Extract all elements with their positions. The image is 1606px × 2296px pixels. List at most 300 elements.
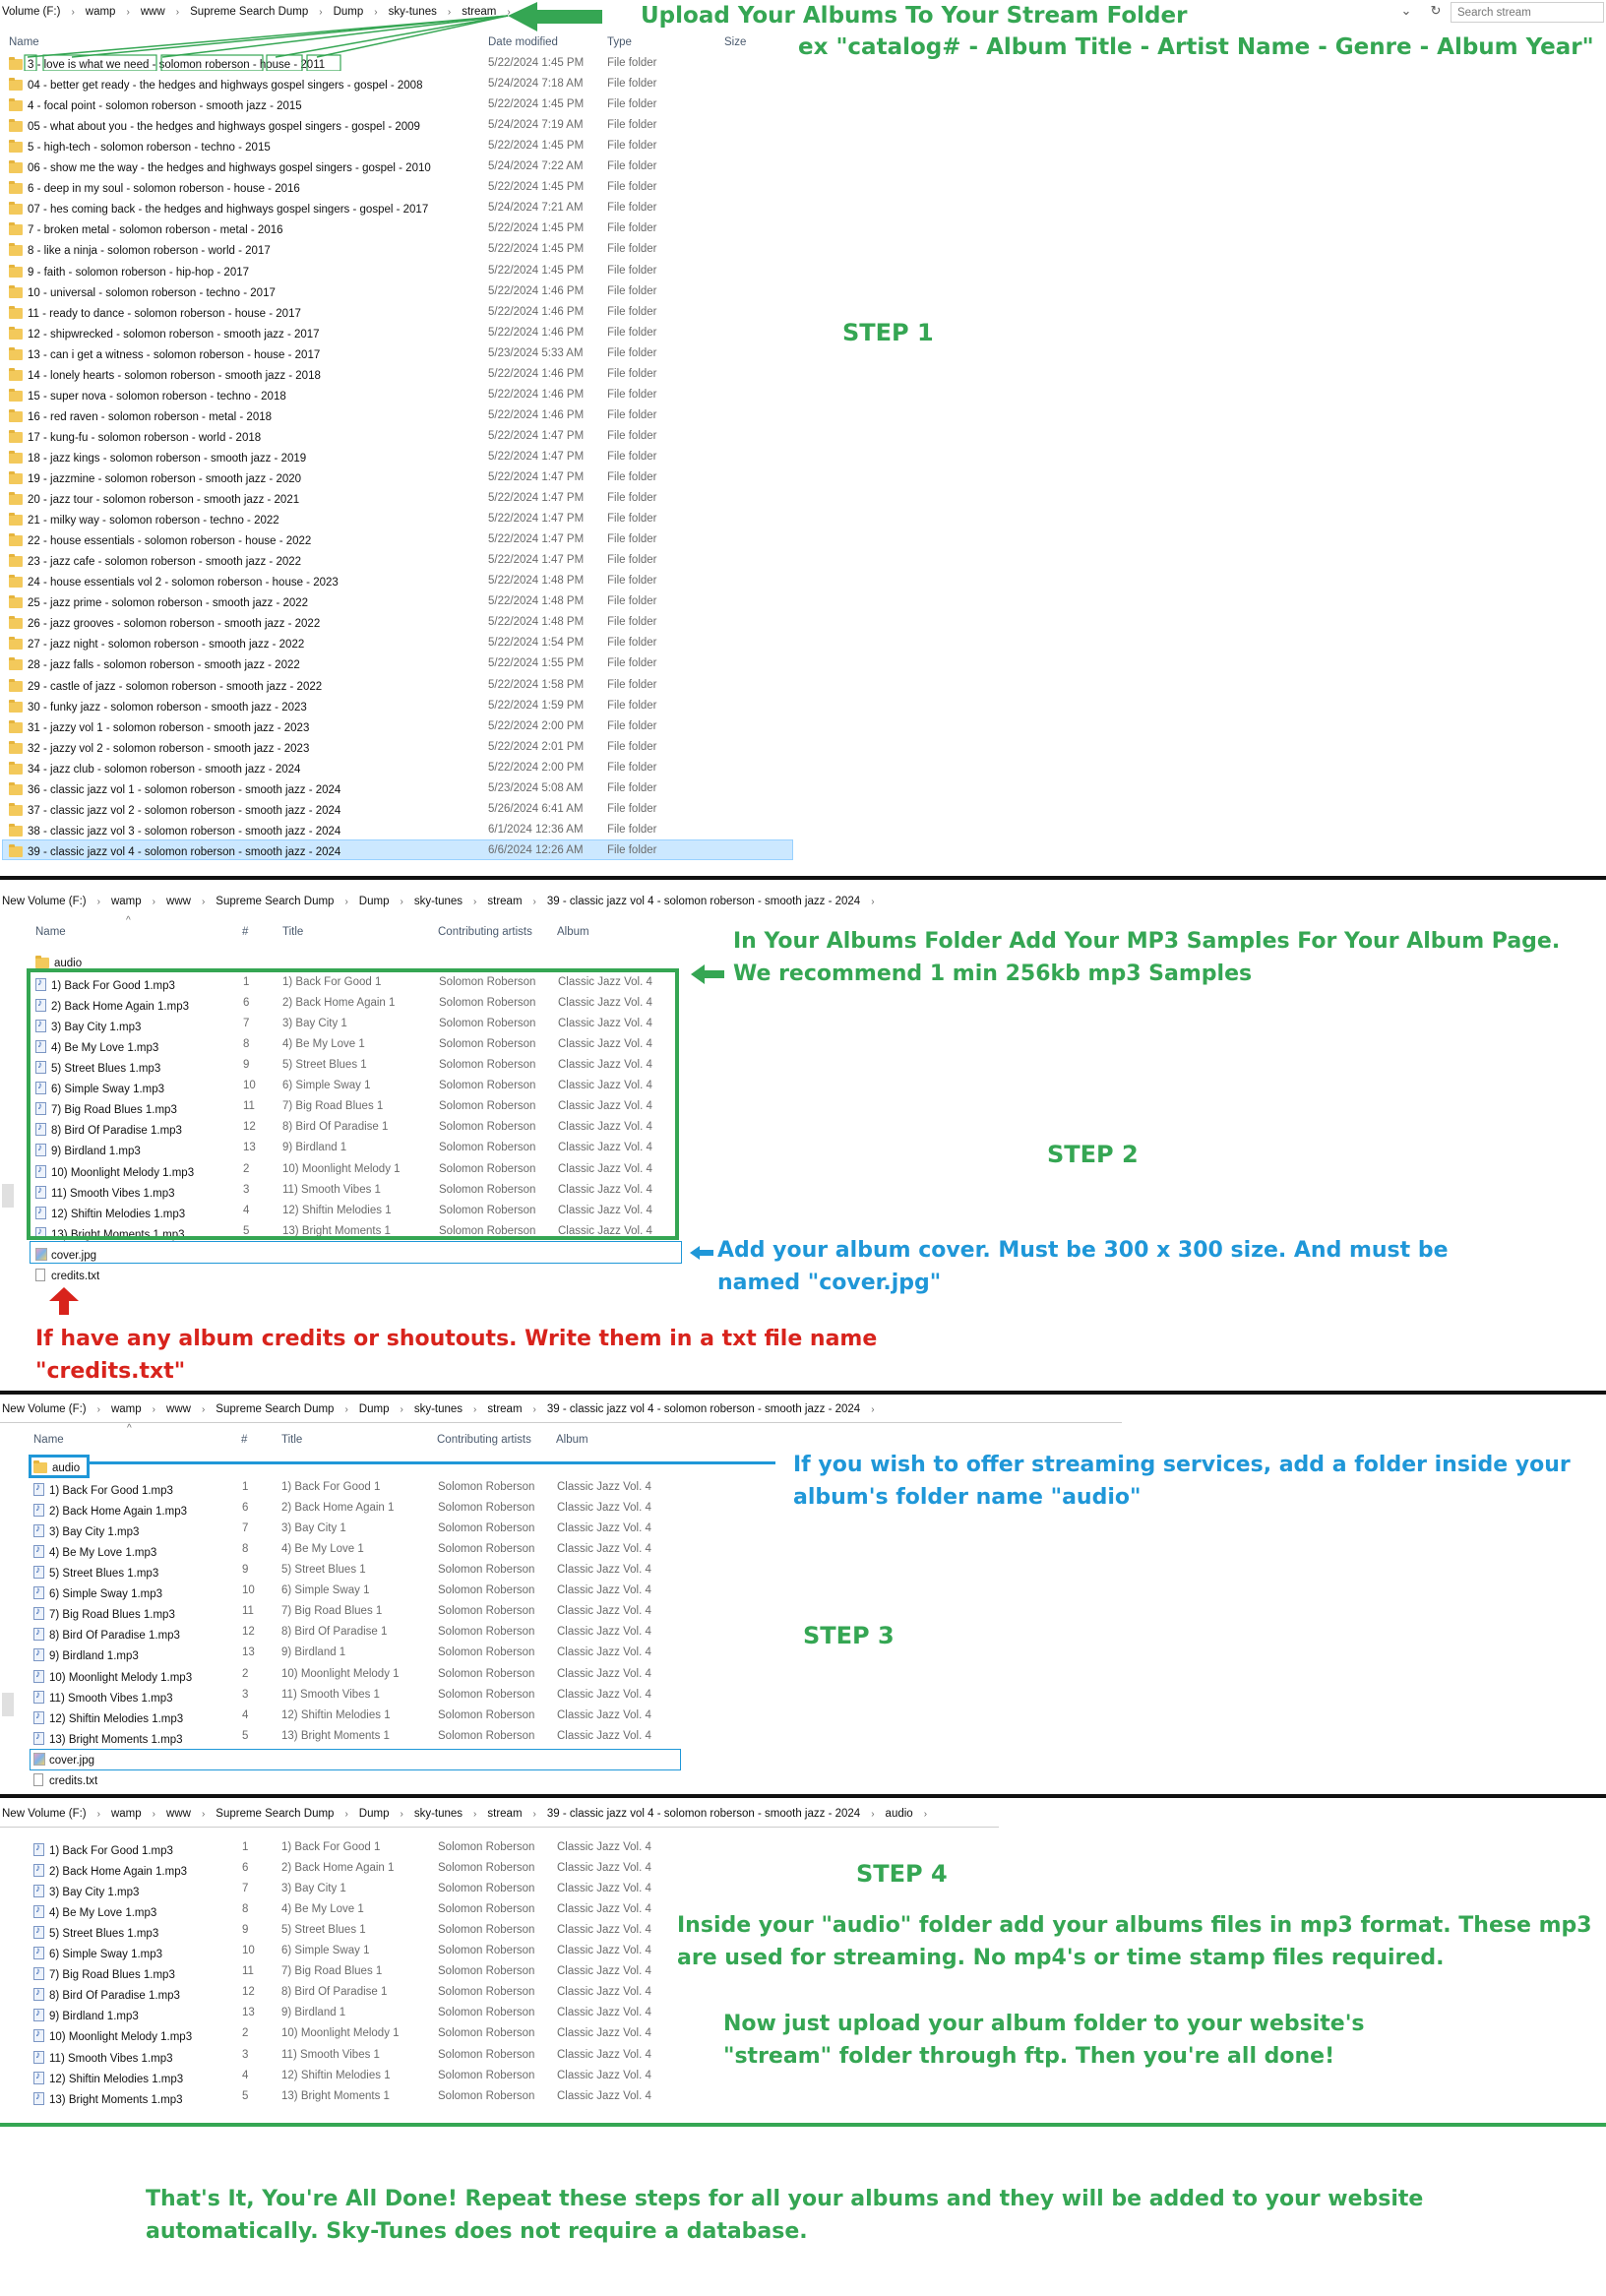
column-header-type[interactable]: Type bbox=[607, 36, 632, 48]
track-artist: Solomon Roberson bbox=[438, 2069, 535, 2081]
folder-icon bbox=[9, 722, 23, 733]
track-number: 11 bbox=[242, 1965, 254, 1978]
audio-file-icon bbox=[33, 1732, 44, 1745]
track-title: 9) Birdland 1 bbox=[281, 1646, 346, 1659]
track-row[interactable] bbox=[0, 1520, 689, 1540]
track-title: 4) Be My Love 1 bbox=[281, 1543, 364, 1556]
track-row[interactable] bbox=[0, 1706, 689, 1727]
callout-connector-line bbox=[90, 1461, 775, 1464]
column-header-date[interactable]: Date modified bbox=[488, 36, 558, 48]
audio-file-icon bbox=[33, 2092, 44, 2105]
file-type: File folder bbox=[607, 802, 657, 815]
file-name bbox=[33, 1924, 240, 1940]
track-title: 2) Back Home Again 1 bbox=[282, 997, 396, 1010]
audio-file-icon bbox=[33, 2051, 44, 2064]
track-artist: Solomon Roberson bbox=[439, 997, 536, 1010]
step2-label: STEP 2 bbox=[1047, 1141, 1139, 1168]
track-title: 10) Moonlight Melody 1 bbox=[282, 1162, 401, 1175]
callout-naming-example: ex "catalog# - Album Title - Artist Name - Genre - Album Year" bbox=[798, 34, 1594, 60]
folder-row[interactable] bbox=[0, 634, 797, 654]
breadcrumb-item[interactable]: sky-tunes bbox=[413, 896, 463, 907]
file-name-text: 8) Bird Of Paradise 1.mp3 bbox=[49, 1630, 180, 1643]
arrow-up-icon bbox=[47, 1287, 81, 1317]
date-modified: 5/22/2024 1:47 PM bbox=[488, 429, 585, 442]
folder-name bbox=[9, 637, 481, 651]
file-type: File folder bbox=[607, 450, 657, 463]
chevron-right-icon: › bbox=[344, 896, 348, 907]
folder-row[interactable] bbox=[0, 800, 797, 821]
track-title: 11) Smooth Vibes 1 bbox=[282, 1183, 381, 1196]
track-number: 12 bbox=[243, 1121, 256, 1134]
folder-row[interactable] bbox=[0, 738, 797, 759]
track-row[interactable] bbox=[0, 1582, 689, 1602]
folder-name-text: 19 - jazzmine - solomon roberson - smooth jazz - 2020 bbox=[28, 473, 302, 485]
breadcrumb-item[interactable]: www bbox=[166, 896, 191, 907]
audio-file-icon bbox=[33, 1885, 44, 1897]
date-modified: 5/22/2024 2:01 PM bbox=[488, 740, 585, 753]
breadcrumb-item[interactable]: Volume (F:) bbox=[2, 6, 61, 18]
folder-row[interactable] bbox=[0, 572, 797, 592]
column-header-number[interactable]: # bbox=[241, 1434, 248, 1446]
track-title: 5) Street Blues 1 bbox=[281, 1924, 366, 1937]
date-modified: 5/22/2024 2:00 PM bbox=[488, 719, 585, 732]
folder-row[interactable] bbox=[0, 592, 797, 613]
file-name-text: 3) Bay City 1.mp3 bbox=[49, 1526, 140, 1539]
date-modified: 5/22/2024 1:46 PM bbox=[488, 326, 585, 339]
folder-row[interactable] bbox=[0, 530, 797, 551]
track-row[interactable] bbox=[0, 1921, 689, 1942]
folder-name bbox=[9, 741, 481, 755]
track-row[interactable] bbox=[0, 1499, 689, 1520]
date-modified: 5/22/2024 1:46 PM bbox=[488, 305, 585, 318]
folder-name bbox=[9, 389, 481, 403]
folder-row[interactable] bbox=[0, 613, 797, 634]
track-row[interactable] bbox=[0, 1686, 689, 1706]
track-album: Classic Jazz Vol. 4 bbox=[558, 1183, 652, 1196]
track-number: 4 bbox=[242, 2069, 249, 2081]
refresh-icon[interactable]: ↻ bbox=[1430, 3, 1442, 18]
section-divider bbox=[0, 2123, 1606, 2127]
breadcrumb-item[interactable]: Supreme Search Dump bbox=[190, 6, 309, 18]
track-row[interactable] bbox=[0, 1665, 689, 1686]
file-name-text: cover.jpg bbox=[51, 1249, 97, 1262]
folder-name-text: 26 - jazz grooves - solomon roberson - smooth jazz - 2022 bbox=[28, 618, 321, 631]
folder-icon bbox=[9, 743, 23, 754]
column-header-artists[interactable]: Contributing artists bbox=[437, 1434, 531, 1446]
arrow-left-icon bbox=[689, 964, 728, 994]
track-number: 7 bbox=[243, 1018, 250, 1030]
file-type: File folder bbox=[607, 222, 657, 235]
track-album: Classic Jazz Vol. 4 bbox=[558, 1162, 652, 1175]
track-title: 4) Be My Love 1 bbox=[281, 1903, 364, 1916]
track-number: 11 bbox=[243, 1100, 255, 1113]
column-header-artists[interactable]: Contributing artists bbox=[438, 926, 532, 938]
file-name-text: 13) Bright Moments 1.mp3 bbox=[49, 2093, 183, 2106]
track-artist: Solomon Roberson bbox=[438, 2027, 535, 2040]
folder-row[interactable] bbox=[0, 219, 797, 240]
track-number: 4 bbox=[242, 1708, 249, 1721]
file-type: File folder bbox=[607, 471, 657, 483]
audio-file-icon bbox=[33, 1566, 44, 1579]
date-modified: 5/22/2024 1:46 PM bbox=[488, 408, 585, 421]
address-breadcrumb[interactable] bbox=[0, 1803, 999, 1825]
folder-name bbox=[9, 98, 481, 112]
date-modified: 5/22/2024 1:45 PM bbox=[488, 222, 585, 235]
folder-name-text: 34 - jazz club - solomon roberson - smooth jazz - 2024 bbox=[28, 763, 301, 776]
track-album: Classic Jazz Vol. 4 bbox=[557, 1883, 651, 1895]
date-modified: 5/22/2024 1:47 PM bbox=[488, 450, 585, 463]
breadcrumb-item[interactable]: sky-tunes bbox=[413, 1403, 463, 1415]
track-row[interactable] bbox=[0, 1859, 689, 1880]
date-modified: 5/24/2024 7:22 AM bbox=[488, 160, 584, 173]
folder-row[interactable] bbox=[0, 489, 797, 510]
file-name bbox=[35, 1267, 242, 1282]
track-title: 9) Birdland 1 bbox=[281, 2007, 346, 2019]
breadcrumb-item[interactable]: stream bbox=[462, 6, 497, 18]
folder-icon bbox=[9, 142, 23, 153]
track-row[interactable] bbox=[0, 2004, 689, 2024]
track-row[interactable] bbox=[0, 2046, 689, 2067]
track-album: Classic Jazz Vol. 4 bbox=[558, 976, 652, 989]
folder-icon bbox=[9, 80, 23, 91]
track-row[interactable] bbox=[0, 1623, 689, 1644]
track-row[interactable] bbox=[0, 1727, 689, 1748]
folder-row[interactable] bbox=[0, 654, 797, 675]
track-row[interactable] bbox=[0, 1983, 689, 2004]
track-title: 8) Bird Of Paradise 1 bbox=[281, 1626, 388, 1639]
folder-name-text: 15 - super nova - solomon roberson - techno - 2018 bbox=[28, 390, 286, 403]
folder-name bbox=[9, 222, 481, 236]
track-row[interactable] bbox=[0, 1962, 689, 1983]
file-type: File folder bbox=[607, 781, 657, 794]
folder-row[interactable] bbox=[0, 510, 797, 530]
address-breadcrumb[interactable] bbox=[0, 891, 1004, 912]
file-name bbox=[33, 1605, 240, 1621]
track-title: 2) Back Home Again 1 bbox=[281, 1502, 395, 1515]
folder-name-text: 8 - like a ninja - solomon roberson - world - 2017 bbox=[28, 245, 271, 258]
folder-row[interactable] bbox=[0, 95, 797, 116]
breadcrumb-item[interactable]: stream bbox=[487, 1808, 523, 1820]
track-artist: Solomon Roberson bbox=[438, 1584, 535, 1597]
track-number: 8 bbox=[242, 1903, 249, 1916]
audio-file-icon bbox=[33, 1926, 44, 1939]
folder-name bbox=[9, 616, 481, 630]
file-type: File folder bbox=[607, 429, 657, 442]
breadcrumb-item[interactable]: New Volume (F:) bbox=[2, 1808, 87, 1820]
track-album: Classic Jazz Vol. 4 bbox=[557, 1965, 651, 1978]
track-title: 7) Big Road Blues 1 bbox=[282, 1100, 384, 1113]
breadcrumb-item[interactable]: wamp bbox=[110, 896, 142, 907]
folder-row[interactable] bbox=[0, 116, 797, 137]
folder-row[interactable] bbox=[0, 262, 797, 282]
file-name bbox=[33, 1564, 240, 1580]
chevron-right-icon: › bbox=[201, 896, 206, 907]
cover-highlight bbox=[30, 1749, 681, 1770]
file-name-text: 10) Moonlight Melody 1.mp3 bbox=[49, 2031, 193, 2044]
file-type: File folder bbox=[607, 57, 657, 69]
step4-label: STEP 4 bbox=[856, 1860, 948, 1888]
track-row[interactable] bbox=[0, 1644, 689, 1664]
credits-file-row[interactable] bbox=[0, 1264, 689, 1284]
folder-name bbox=[9, 657, 481, 671]
folder-icon bbox=[9, 784, 23, 795]
column-header-size[interactable]: Size bbox=[724, 36, 747, 48]
date-modified: 5/22/2024 1:47 PM bbox=[488, 554, 585, 567]
track-number: 6 bbox=[242, 1862, 249, 1875]
audio-file-icon bbox=[33, 1843, 44, 1856]
file-type: File folder bbox=[607, 678, 657, 691]
folder-name-text: 06 - show me the way - the hedges and highways gospel singers - gospel - 2010 bbox=[28, 162, 431, 175]
file-type: File folder bbox=[607, 140, 657, 153]
folder-row[interactable] bbox=[0, 551, 797, 572]
file-name bbox=[33, 1481, 240, 1497]
breadcrumb-item[interactable]: stream bbox=[487, 1403, 523, 1415]
track-title: 12) Shiftin Melodies 1 bbox=[282, 1204, 392, 1216]
text-file-icon bbox=[35, 1269, 45, 1281]
folder-row[interactable] bbox=[0, 199, 797, 219]
folder-icon bbox=[9, 121, 23, 132]
track-title: 13) Bright Moments 1 bbox=[281, 2089, 390, 2102]
folder-name-text: 25 - jazz prime - solomon roberson - smooth jazz - 2022 bbox=[28, 597, 309, 610]
file-type: File folder bbox=[607, 264, 657, 277]
folder-name-text: 22 - house essentials - solomon roberson - house - 2022 bbox=[28, 535, 312, 548]
chevron-down-icon[interactable]: ⌄ bbox=[1400, 3, 1412, 18]
folder-row[interactable] bbox=[0, 779, 797, 800]
file-name-text: 1) Back For Good 1.mp3 bbox=[51, 980, 175, 993]
folder-row[interactable] bbox=[0, 386, 797, 406]
folder-row[interactable] bbox=[0, 137, 797, 157]
column-header-number[interactable]: # bbox=[242, 926, 249, 938]
track-album: Classic Jazz Vol. 4 bbox=[557, 1646, 651, 1659]
file-name bbox=[33, 2090, 240, 2106]
folder-row[interactable] bbox=[0, 697, 797, 717]
folder-row[interactable] bbox=[0, 717, 797, 738]
column-header-name[interactable]: Name bbox=[35, 926, 66, 938]
breadcrumb-item[interactable]: wamp bbox=[110, 1808, 142, 1820]
address-breadcrumb[interactable] bbox=[0, 1398, 1122, 1420]
callout-audio-files: Inside your "audio" folder add your albums files in mp3 format. These mp3 are used for streaming. No mp4's or time stamp files required. bbox=[677, 1913, 1592, 1970]
track-row[interactable] bbox=[0, 1900, 689, 1921]
folder-row[interactable] bbox=[0, 448, 797, 468]
track-album: Classic Jazz Vol. 4 bbox=[557, 1688, 651, 1701]
track-artist: Solomon Roberson bbox=[439, 976, 536, 989]
column-header-name[interactable]: Name bbox=[33, 1434, 64, 1446]
track-row[interactable] bbox=[0, 1880, 689, 1900]
breadcrumb-item[interactable]: Dump bbox=[358, 1403, 390, 1415]
folder-icon bbox=[9, 453, 23, 464]
breadcrumb-item[interactable]: audio bbox=[885, 1808, 913, 1820]
breadcrumb-item[interactable]: www bbox=[166, 1403, 191, 1415]
file-name-text: 5) Street Blues 1.mp3 bbox=[49, 1568, 159, 1581]
track-title: 8) Bird Of Paradise 1 bbox=[281, 1986, 388, 1999]
file-name-text: 11) Smooth Vibes 1.mp3 bbox=[51, 1187, 175, 1200]
folder-row[interactable] bbox=[0, 178, 797, 199]
track-row[interactable] bbox=[0, 2067, 689, 2087]
breadcrumb-item[interactable]: 39 - classic jazz vol 4 - solomon roberson - smooth jazz - 2024 bbox=[546, 1403, 861, 1415]
file-name bbox=[33, 1646, 240, 1662]
folder-name-text: 17 - kung-fu - solomon roberson - world - 2018 bbox=[28, 431, 262, 444]
breadcrumb-item[interactable]: 39 - classic jazz vol 4 - solomon roberson - smooth jazz - 2024 bbox=[546, 896, 861, 907]
track-title: 13) Bright Moments 1 bbox=[281, 1729, 390, 1742]
folder-name-text: 31 - jazzy vol 1 - solomon roberson - smooth jazz - 2023 bbox=[28, 721, 310, 734]
track-row[interactable] bbox=[0, 2087, 689, 2108]
track-row[interactable] bbox=[0, 2024, 689, 2045]
file-type: File folder bbox=[607, 326, 657, 339]
breadcrumb-item[interactable]: Dump bbox=[358, 896, 390, 907]
credits-file-row[interactable] bbox=[0, 1769, 689, 1789]
breadcrumb-item[interactable]: www bbox=[166, 1808, 191, 1820]
track-artist: Solomon Roberson bbox=[438, 1626, 535, 1639]
breadcrumb-item[interactable]: Dump bbox=[358, 1808, 390, 1820]
file-type: File folder bbox=[607, 761, 657, 774]
audio-file-icon bbox=[33, 1947, 44, 1959]
breadcrumb-item[interactable]: 39 - classic jazz vol 4 - solomon roberson - smooth jazz - 2024 bbox=[546, 1808, 861, 1820]
breadcrumb-item[interactable]: stream bbox=[487, 896, 523, 907]
folder-name-text: 38 - classic jazz vol 3 - solomon roberson - smooth jazz - 2024 bbox=[28, 825, 341, 838]
audio-file-icon bbox=[33, 1905, 44, 1918]
track-number: 2 bbox=[243, 1162, 250, 1175]
track-number: 1 bbox=[242, 1841, 249, 1853]
track-album: Classic Jazz Vol. 4 bbox=[557, 1502, 651, 1515]
file-name-text: 2) Back Home Again 1.mp3 bbox=[49, 1506, 187, 1519]
date-modified: 5/22/2024 1:48 PM bbox=[488, 616, 585, 629]
breadcrumb-item[interactable]: Dump bbox=[333, 6, 364, 18]
folder-icon bbox=[9, 846, 23, 857]
breadcrumb-item[interactable]: www bbox=[140, 6, 165, 18]
folder-row[interactable] bbox=[0, 324, 797, 344]
file-name-text: 12) Shiftin Melodies 1.mp3 bbox=[51, 1208, 186, 1220]
date-modified: 5/22/2024 1:59 PM bbox=[488, 699, 585, 712]
track-row[interactable] bbox=[0, 1602, 689, 1623]
breadcrumb-item[interactable]: sky-tunes bbox=[388, 6, 437, 18]
file-name-text: 6) Simple Sway 1.mp3 bbox=[49, 1949, 163, 1961]
file-name-text: 3) Bay City 1.mp3 bbox=[49, 1887, 140, 1899]
file-name-text: 13) Bright Moments 1.mp3 bbox=[51, 1228, 185, 1241]
folder-name bbox=[9, 782, 481, 796]
folder-icon bbox=[9, 224, 23, 235]
folder-row[interactable] bbox=[0, 841, 797, 862]
track-album: Classic Jazz Vol. 4 bbox=[558, 1204, 652, 1216]
file-name bbox=[33, 1626, 240, 1642]
audio-file-icon bbox=[33, 1586, 44, 1599]
date-modified: 5/23/2024 5:33 AM bbox=[488, 346, 584, 359]
track-row[interactable] bbox=[0, 1838, 689, 1859]
file-type: File folder bbox=[607, 346, 657, 359]
track-album: Classic Jazz Vol. 4 bbox=[558, 1038, 652, 1051]
folder-row[interactable] bbox=[0, 303, 797, 324]
track-album: Classic Jazz Vol. 4 bbox=[557, 2069, 651, 2081]
chevron-right-icon: › bbox=[532, 1403, 536, 1415]
track-row[interactable] bbox=[0, 1561, 689, 1582]
track-number: 7 bbox=[242, 1883, 249, 1895]
track-artist: Solomon Roberson bbox=[438, 1605, 535, 1618]
track-number: 8 bbox=[243, 1038, 250, 1051]
folder-name-text: 04 - better get ready - the hedges and highways gospel singers - gospel - 2008 bbox=[28, 80, 423, 93]
folder-name-text: 9 - faith - solomon roberson - hip-hop - 2017 bbox=[28, 266, 250, 279]
file-name-text: 11) Smooth Vibes 1.mp3 bbox=[49, 2052, 173, 2065]
folder-row[interactable] bbox=[0, 75, 797, 95]
folder-name bbox=[9, 471, 481, 485]
callout-upload-title: Upload Your Albums To Your Stream Folder bbox=[641, 3, 1188, 29]
column-header-name[interactable]: Name bbox=[9, 36, 39, 48]
track-row[interactable] bbox=[0, 1478, 689, 1499]
folder-icon bbox=[9, 597, 23, 608]
section-divider bbox=[0, 876, 1606, 880]
folder-name-text: 3 - love is what we need - solomon roberson - house - 2011 bbox=[28, 59, 326, 71]
folder-name bbox=[9, 140, 481, 154]
callout-upload-ftp: Now just upload your album folder to your website's "stream" folder through ftp. Then you're all done! bbox=[723, 2012, 1365, 2069]
column-header-album[interactable]: Album bbox=[556, 1434, 588, 1446]
breadcrumb-item[interactable]: sky-tunes bbox=[413, 1808, 463, 1820]
breadcrumb-item[interactable]: New Volume (F:) bbox=[2, 896, 87, 907]
track-title: 7) Big Road Blues 1 bbox=[281, 1605, 383, 1618]
folder-row[interactable] bbox=[0, 759, 797, 779]
track-title: 10) Moonlight Melody 1 bbox=[281, 2027, 400, 2040]
folder-icon bbox=[9, 329, 23, 340]
breadcrumb-item[interactable]: wamp bbox=[85, 6, 116, 18]
file-name-text: 5) Street Blues 1.mp3 bbox=[49, 1928, 159, 1941]
folder-row[interactable] bbox=[0, 282, 797, 303]
folder-row[interactable] bbox=[0, 157, 797, 178]
folder-row[interactable] bbox=[0, 240, 797, 261]
folder-row[interactable] bbox=[0, 821, 797, 841]
folder-row[interactable] bbox=[0, 427, 797, 448]
folder-name-text: 13 - can i get a witness - solomon roberson - house - 2017 bbox=[28, 348, 321, 361]
divider bbox=[0, 1422, 1122, 1423]
folder-icon bbox=[9, 556, 23, 567]
track-row[interactable] bbox=[0, 1942, 689, 1962]
breadcrumb-item[interactable]: New Volume (F:) bbox=[2, 1403, 87, 1415]
folder-row[interactable] bbox=[0, 406, 797, 427]
folder-row[interactable] bbox=[0, 344, 797, 365]
track-album: Classic Jazz Vol. 4 bbox=[557, 1667, 651, 1680]
folder-name-text: 10 - universal - solomon roberson - techno - 2017 bbox=[28, 286, 276, 299]
track-title: 1) Back For Good 1 bbox=[281, 1481, 381, 1494]
track-number: 3 bbox=[243, 1183, 250, 1196]
file-name bbox=[33, 2049, 240, 2065]
folder-name bbox=[9, 720, 481, 734]
track-album: Classic Jazz Vol. 4 bbox=[557, 1945, 651, 1957]
column-header-title[interactable]: Title bbox=[282, 926, 304, 938]
track-title: 4) Be My Love 1 bbox=[282, 1038, 365, 1051]
file-name bbox=[33, 1709, 240, 1725]
folder-icon bbox=[9, 287, 23, 298]
divider bbox=[0, 1827, 999, 1828]
date-modified: 5/24/2024 7:18 AM bbox=[488, 78, 584, 91]
file-type: File folder bbox=[607, 616, 657, 629]
folder-row[interactable] bbox=[0, 468, 797, 489]
breadcrumb-item[interactable]: Supreme Search Dump bbox=[216, 1808, 335, 1820]
folder-name-text: 5 - high-tech - solomon roberson - techno - 2015 bbox=[28, 142, 271, 155]
column-header-title[interactable]: Title bbox=[281, 1434, 303, 1446]
breadcrumb-item[interactable]: Supreme Search Dump bbox=[216, 896, 335, 907]
track-album: Classic Jazz Vol. 4 bbox=[557, 1841, 651, 1853]
file-name bbox=[33, 1945, 240, 1960]
column-header-album[interactable]: Album bbox=[557, 926, 589, 938]
folder-row[interactable] bbox=[0, 365, 797, 386]
date-modified: 5/22/2024 1:48 PM bbox=[488, 575, 585, 588]
folder-row[interactable] bbox=[0, 676, 797, 697]
track-album: Classic Jazz Vol. 4 bbox=[557, 1522, 651, 1535]
breadcrumb-item[interactable]: Supreme Search Dump bbox=[216, 1403, 335, 1415]
section-divider bbox=[0, 1391, 1606, 1395]
track-number: 8 bbox=[242, 1543, 249, 1556]
search-input[interactable]: Search stream bbox=[1451, 2, 1604, 23]
folder-name-text: 28 - jazz falls - solomon roberson - smooth jazz - 2022 bbox=[28, 659, 300, 672]
track-row[interactable] bbox=[0, 1540, 689, 1561]
file-type: File folder bbox=[607, 843, 657, 856]
breadcrumb-item[interactable]: wamp bbox=[110, 1403, 142, 1415]
